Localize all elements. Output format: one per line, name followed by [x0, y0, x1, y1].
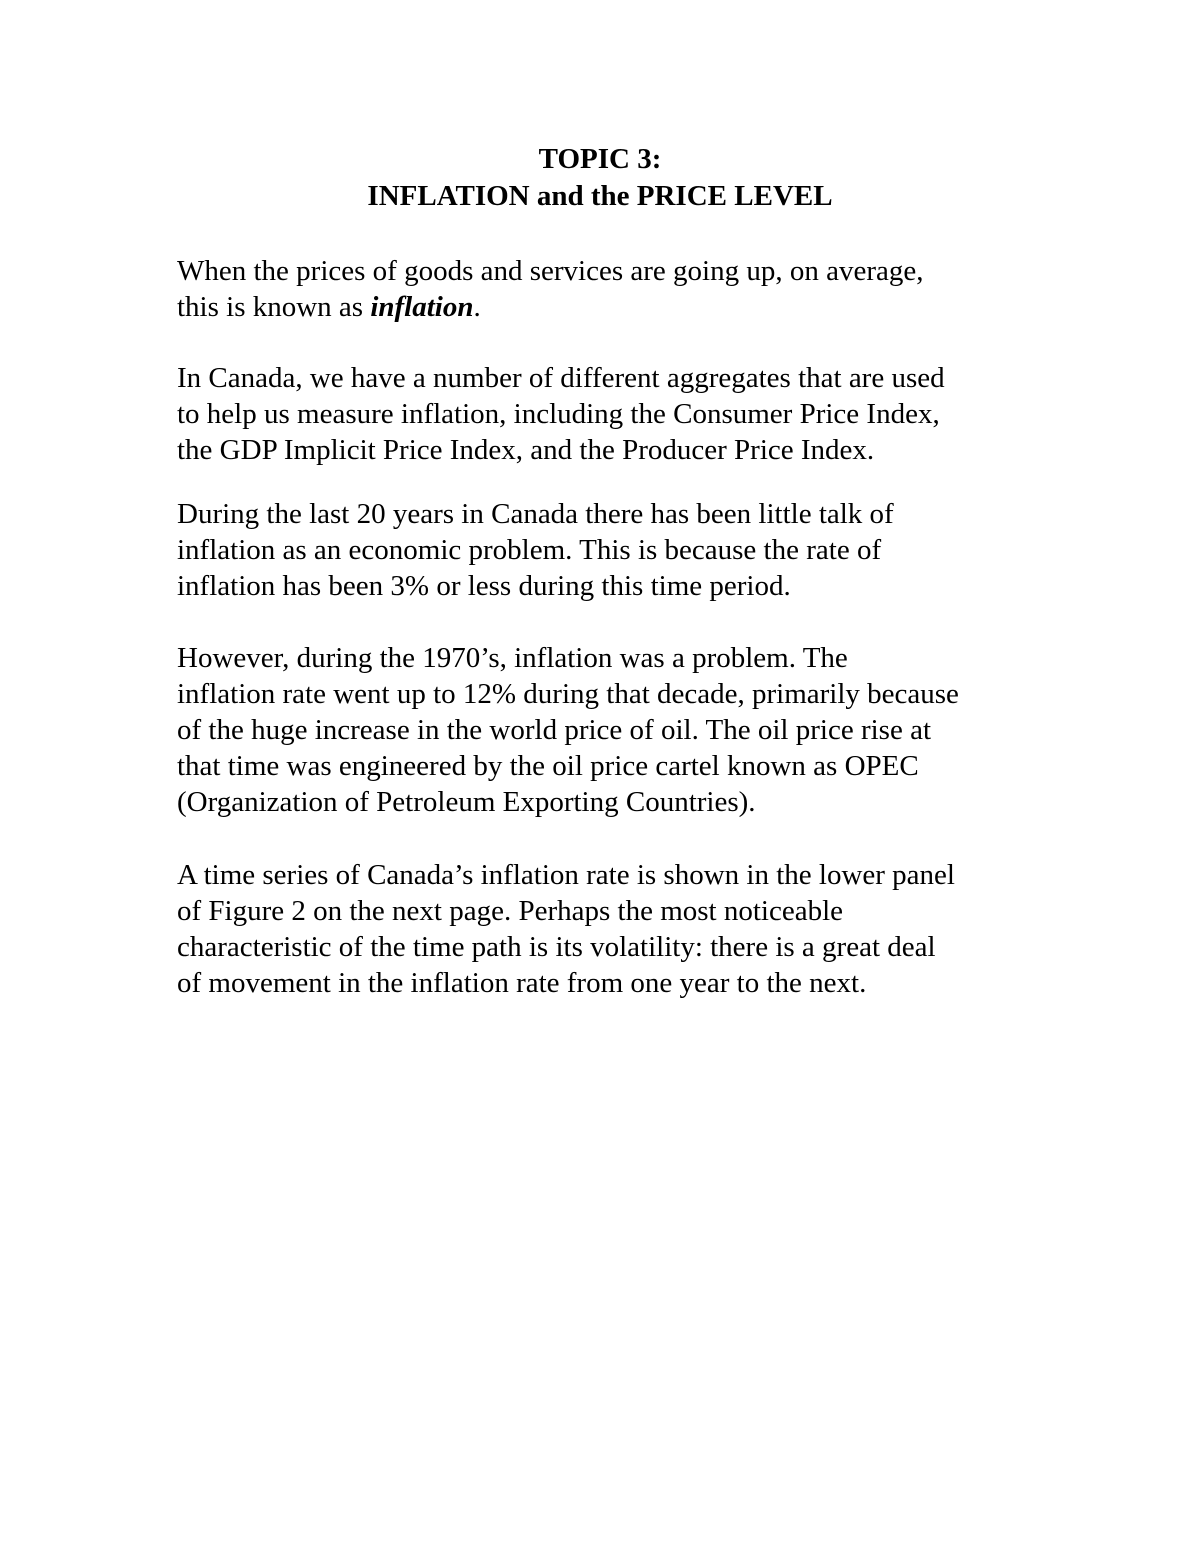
paragraph-line: to help us measure inflation, including the Consumer Price Index, — [177, 398, 940, 430]
paragraph-last-20-years — [177, 496, 1037, 604]
emphasized-term: inflation — [370, 291, 474, 323]
paragraph-line: In Canada, we have a number of different aggregates that are used — [177, 362, 945, 394]
title-topic-number: TOPIC 3: — [538, 143, 662, 175]
paragraph-line: During the last 20 years in Canada there has been little talk of — [177, 498, 894, 530]
paragraph-text: . — [473, 291, 481, 323]
paragraph-line: inflation as an economic problem. This is because the rate of — [177, 534, 882, 566]
paragraph-time-series — [177, 857, 1037, 1001]
title-topic-name: INFLATION and the PRICE LEVEL — [367, 180, 833, 212]
paragraph-aggregates — [177, 360, 1037, 468]
paragraph-text: this is known as — [177, 291, 371, 323]
paragraph-line: of Figure 2 on the next page. Perhaps the most noticeable — [177, 895, 844, 927]
paragraph-line: of movement in the inflation rate from one year to the next. — [177, 967, 867, 999]
paragraph-line: the GDP Implicit Price Index, and the Producer Price Index. — [177, 434, 875, 466]
paragraph-line: of the huge increase in the world price of oil. The oil price rise at — [177, 714, 931, 746]
paragraph-line: When the prices of goods and services are going up, on average, — [177, 255, 924, 287]
paragraph-inflation-definition — [177, 253, 1037, 325]
paragraph-line: inflation has been 3% or less during this time period. — [177, 570, 791, 602]
paragraph-line: (Organization of Petroleum Exporting Countries). — [177, 786, 756, 818]
paragraph-line: However, during the 1970’s, inflation was a problem. The — [177, 642, 848, 674]
paragraph-line: that time was engineered by the oil price cartel known as OPEC — [177, 750, 919, 782]
paragraph-line: characteristic of the time path is its volatility: there is a great deal — [177, 931, 936, 963]
paragraph-line — [177, 289, 1037, 325]
paragraph-line: A time series of Canada’s inflation rate is shown in the lower panel — [177, 859, 955, 891]
document-title — [0, 141, 1200, 215]
paragraph-1970s — [177, 640, 1037, 820]
paragraph-line: inflation rate went up to 12% during that decade, primarily because — [177, 678, 959, 710]
